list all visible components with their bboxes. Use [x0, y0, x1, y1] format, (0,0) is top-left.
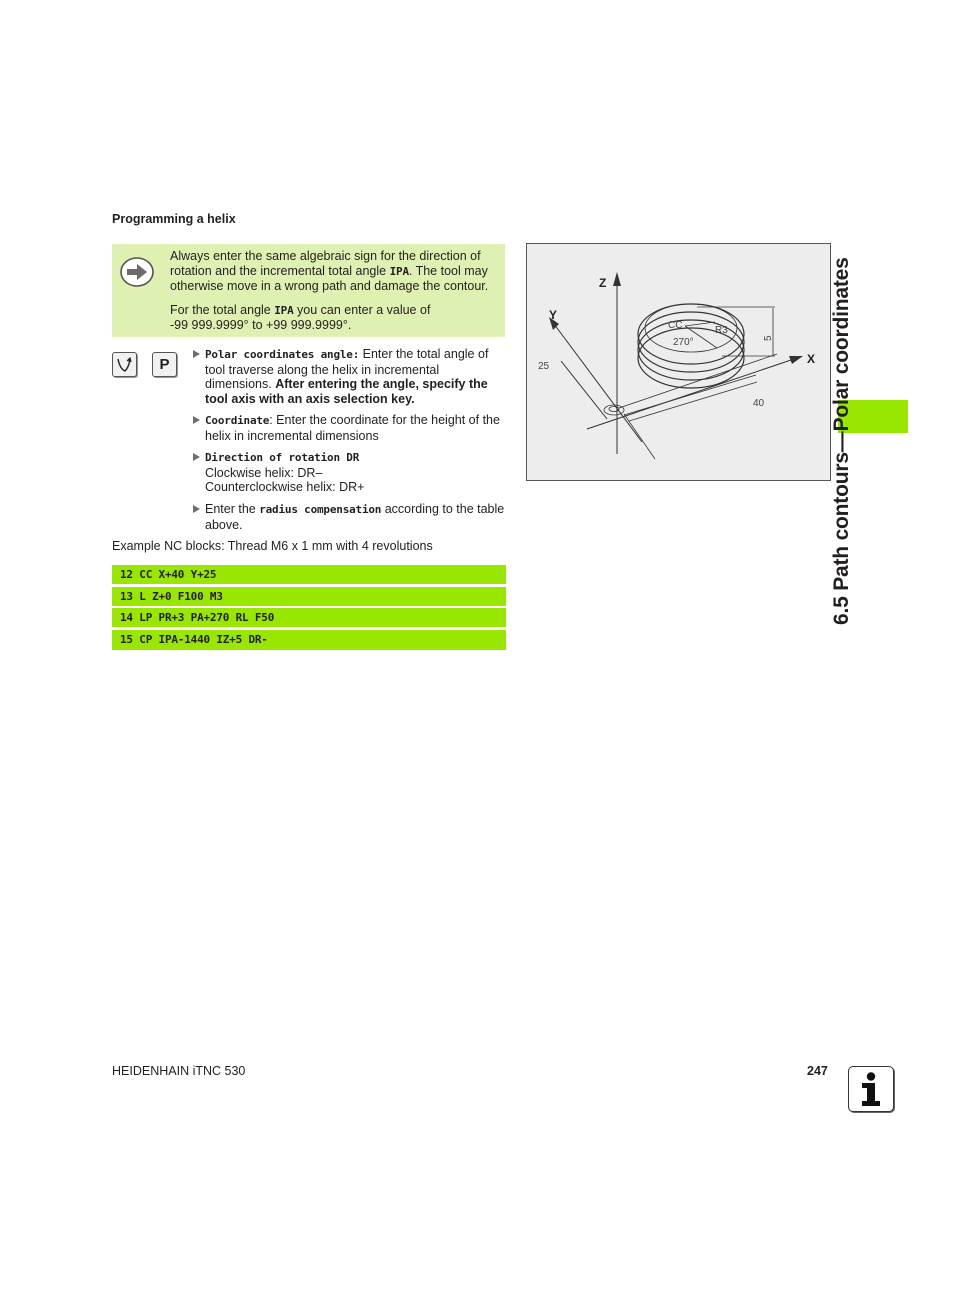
x-axis-line	[587, 358, 797, 429]
r3-label: R3	[715, 325, 728, 336]
note-box	[112, 244, 505, 337]
dim-25-label: 25	[538, 361, 550, 372]
dim-40-label: 40	[753, 398, 765, 409]
helix-diagram	[526, 243, 831, 481]
footer-product: HEIDENHAIN iTNC 530	[112, 1064, 246, 1078]
bullet-arrow-icon	[193, 350, 200, 358]
note-code-ipa: IPA	[389, 264, 409, 278]
bullet-arrow-icon	[193, 453, 200, 461]
nc-block: 13 L Z+0 F100 M3	[112, 587, 506, 606]
note-paragraph-range: For the total angle IPA you can enter a value of -99 999.9999° to +99 999.9999°.	[170, 302, 431, 332]
step-direction: Direction of rotation DR Clockwise helix: DR– Counterclockwise helix: DR+	[193, 450, 506, 495]
svg-text:c: c	[128, 358, 132, 364]
cc-label: CC	[668, 320, 683, 331]
nc-block: 14 LP PR+3 PA+270 RL F50	[112, 608, 506, 627]
y-axis-line	[554, 324, 642, 442]
example-label: Example NC blocks: Thread M6 x 1 mm with 4 revolutions	[112, 539, 433, 553]
bullet-arrow-icon	[193, 505, 200, 513]
nc-block: 12 CC X+40 Y+25	[112, 565, 506, 584]
section-title: Programming a helix	[112, 212, 236, 226]
angle-270-label: 270°	[673, 337, 694, 348]
arrow-right-icon	[120, 257, 154, 287]
polar-key-p: P	[152, 352, 177, 377]
step-polar-angle: Polar coordinates angle: Enter the total angle of tool traverse along the helix in incremental dimensions. After entering the angle, specify the tool axis with an axis selection key.	[193, 347, 506, 406]
x-axis-label: X	[807, 352, 816, 366]
note-code-ipa-2: IPA	[274, 303, 294, 317]
page-number: 247	[807, 1064, 828, 1078]
step-coordinate: Coordinate: Enter the coordinate for the height of the helix in incremental dimensions	[193, 413, 506, 443]
bullet-arrow-icon	[193, 416, 200, 424]
helix-key-icon	[112, 352, 137, 377]
height-5-label: 5	[763, 335, 774, 341]
step-radius-comp: Enter the radius compensation according to the table above.	[193, 502, 506, 532]
info-icon	[848, 1066, 894, 1112]
nc-block: 15 CP IPA-1440 IZ+5 DR-	[112, 630, 506, 650]
z-axis-label: Z	[599, 276, 607, 290]
note-paragraph-sign: Always enter the same algebraic sign for the direction of rotation and the incremental total angle IPA. The tool may otherwise move in a wrong path and damage the contour.	[170, 249, 489, 293]
helix-diagram-svg	[527, 244, 830, 480]
y-axis-label: Y	[549, 308, 558, 322]
note-text	[170, 249, 502, 333]
